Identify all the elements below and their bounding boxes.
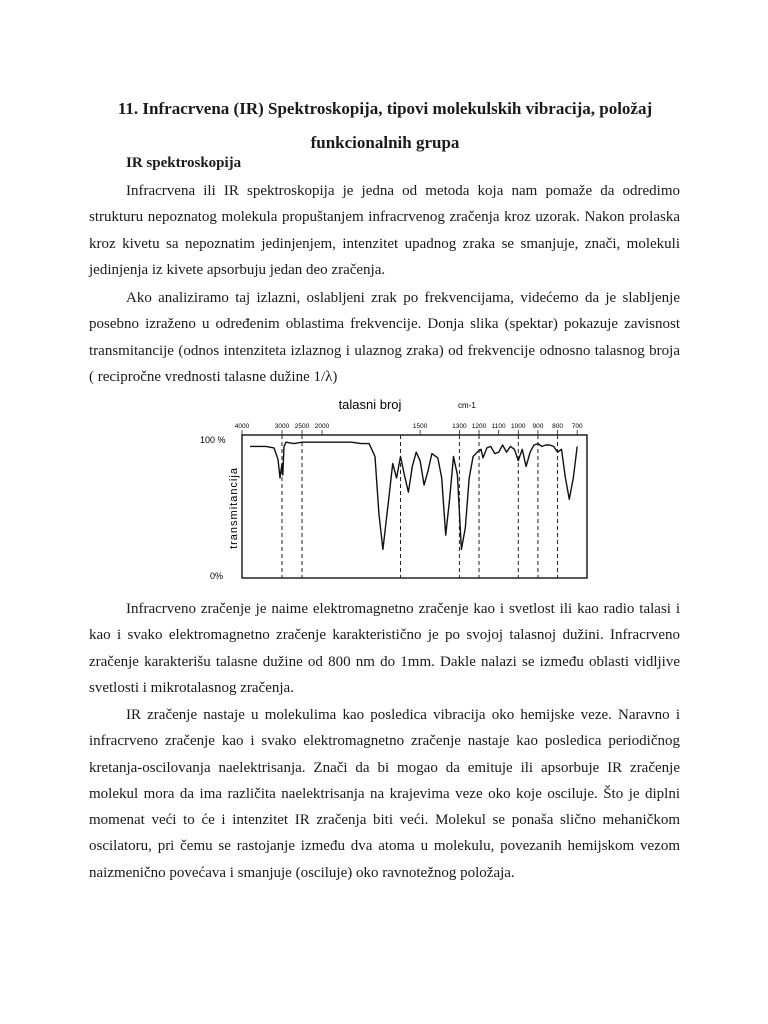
x-tick-label: 1500 [412,423,428,430]
x-tick-label: 2500 [294,423,310,430]
x-tick-label: 3000 [274,423,290,430]
x-tick-label: 1000 [511,423,526,430]
chart-title: talasni broj [338,397,402,412]
paragraph-1: Infracrvena ili IR spektroskopija je jedna od metoda koja nam pomaže da odredimo strukturu nepoznatog molekula propuštanjem infracrvenog zračenja kroz uzorak. Nakon prolaska kroz kivetu sa nepoznatim jedinjenjem, intenzitet upadnog zraka se smanjuje, znači, molekuli jedinjenja iz kivete apsorbuju jedan deo zračenja. [89,183,680,278]
x-tick-label: 1200 [471,423,487,430]
x-tick-label: 800 [552,423,563,430]
y-top-label: 100 % [200,435,226,445]
y-axis-label: transmitancija [228,467,240,549]
chart-title-unit: cm-1 [458,401,476,410]
x-tick-label: 900 [532,423,544,430]
paragraph-3: Infracrveno zračenje je naime elektromagnetno zračenje kao i svetlost ili kao radio talasi i kao i svako elektromagnetno zračenje karakteristično je po svojoj talasnoj dužini. Infracrveno zračenje karakterišu talasne dužine od 800 nm do 1mm. Dakle nalazi se između oblasti vidljive svetlosti i mikrotalasnog zračenja. [89,601,680,696]
section-heading: IR spektroskopija [126,155,242,171]
document-title: 11. Infracrvena (IR) Spektroskopija, tipovi molekulskih vibracija, položaj funkcionalnih grupa [117,99,653,152]
y-bottom-label: 0% [210,571,224,581]
x-tick-label: 1100 [491,423,506,430]
x-tick-label: 1300 [452,423,467,430]
spectrum-line [250,442,577,549]
x-tick-label: 2000 [314,423,330,430]
ir-spectrum-chart [180,392,600,582]
paragraph-4: IR zračenje nastaje u molekulima kao posledica vibracija oko hemijske veze. Naravno i infracrveno zračenje kao i svako elektromagnetno zračenje nastaje kao posledica periodičnog kretanja-oscilovanja naelektrisanja. Znači da bi mogao da emituje ili apsorbuje IR zračenje molekul mora da ima različita naelektrisanja na krajevima veze oko koje osciluje. Što je diplni momenat veći to će i intenzitet IR zračenja biti veći. Molekul se ponaša slično mehaničkom oscilatoru, pri čemu se rastojanje između dva atoma u molekulu, povezanih hemijskom vezom naizmenično povećava i smanjuje (osciluje) oko ravnotežnog položaja. [89,707,680,881]
paragraph-2: Ako analiziramo taj izlazni, oslabljeni zrak po frekvencijama, videćemo da je slabljenje posebno izraženo u određenim oblastima frekvencije. Donja slika (spektar) pokazuje zavisnost transmitancije (odnos intenziteta izlaznog i ulaznog zraka) od frekvencije odnosno talasnog broja ( recipročne vrednosti talasne dužine 1/λ) [89,290,680,385]
x-tick-label: 700 [571,423,583,430]
x-tick-label: 4000 [234,423,250,430]
